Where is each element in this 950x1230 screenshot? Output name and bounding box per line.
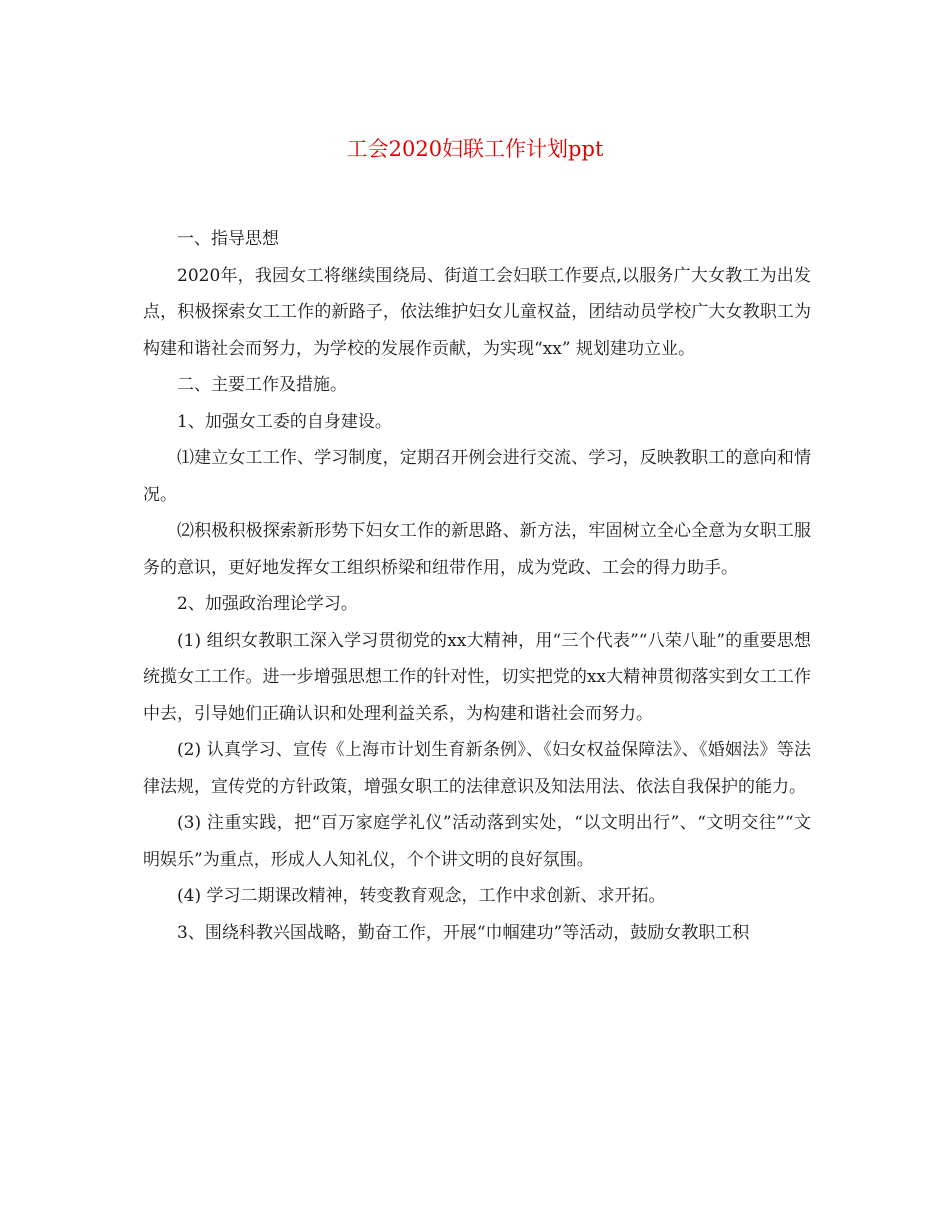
item-heading-3: 3、围绕科教兴国战略，勤奋工作，开展“巾帼建功”等活动，鼓励女教职工积 — [177, 922, 750, 943]
section-heading-main-work: 二、主要工作及措施。 — [177, 375, 347, 395]
document-body — [143, 221, 811, 951]
item-heading-1: 1、加强女工委的自身建设。 — [177, 411, 392, 432]
item-heading-2: 2、加强政治理论学习。 — [177, 594, 358, 614]
section-heading-guiding-ideology: 一、指导思想 — [177, 229, 279, 249]
paragraph-2-2: (2) 认真学习、宣传《上海市计划生育新条例》、《妇女权益保障法》、《婚姻法》等法律法规，宣传党的方针政策，增强女职工的法律意识及知法用法、依法自我保护的能力。 — [143, 740, 811, 797]
paragraph-1-2: ⑵积极积极探索新形势下妇女工作的新思路、新方法，牢固树立全心全意为女职工服务的意识，更好地发挥女工组织桥梁和纽带作用，成为党政、工会的得力助手。 — [143, 521, 811, 578]
document-title: 工会2020妇联工作计划ppt — [346, 137, 604, 161]
paragraph-1-1: ⑴建立女工工作、学习制度，定期召开例会进行交流、学习，反映教职工的意向和情况。 — [143, 448, 811, 505]
paragraph-intro: 2020年，我园女工将继续围绕局、街道工会妇联工作要点,以服务广大女教工为出发点，积极探索女工工作的新路子，依法维护妇女儿童权益，团结动员学校广大女教职工为构建和谐社会而努力，为学校的发展作贡献，为实现“xx” 规划建功立业。 — [143, 265, 811, 359]
paragraph-2-3: (3) 注重实践，把“百万家庭学礼仪”活动落到实处，“以文明出行”、“文明交往”“文明娱乐”为重点，形成人人知礼仪，个个讲文明的良好氛围。 — [143, 813, 811, 870]
paragraph-2-1: (1) 组织女教职工深入学习贯彻党的xx大精神，用“三个代表”“八荣八耻”的重要思想统揽女工工作。进一步增强思想工作的针对性，切实把党的xx大精神贯彻落实到女工工作中去，引导她们正确认识和处理利益关系，为构建和谐社会而努力。 — [143, 630, 811, 724]
paragraph-2-4: (4) 学习二期课改精神，转变教育观念，工作中求创新、求开拓。 — [177, 886, 666, 906]
